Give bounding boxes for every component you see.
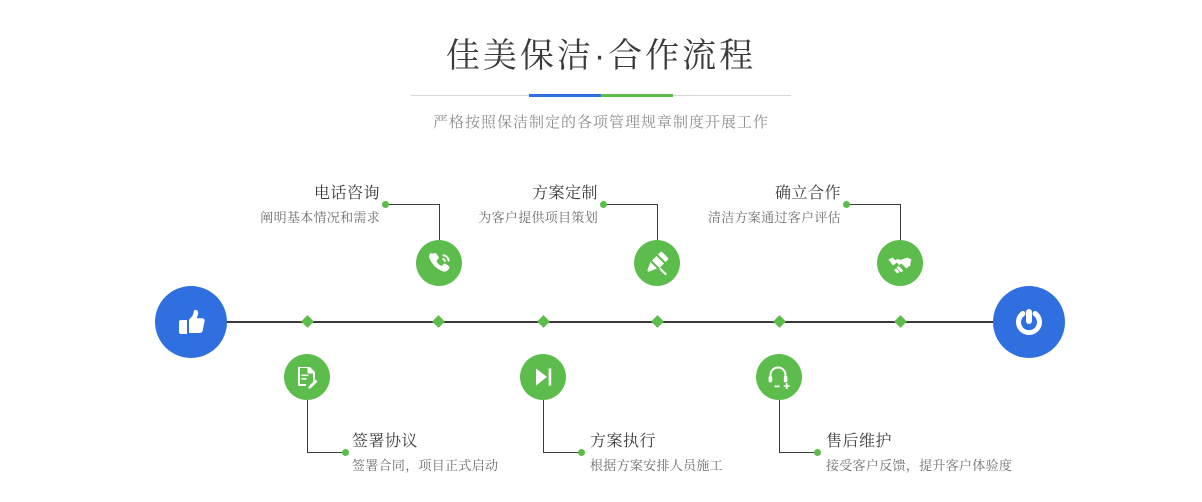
title-divider [411,94,791,97]
page-subtitle: 严格按照保洁制定的各项管理规章制度开展工作 [432,114,769,131]
axis-marker [773,315,786,328]
step-connector-6 [779,452,817,453]
step-connector-6 [779,400,780,452]
axis-marker [301,315,314,328]
step-connector-4 [543,452,581,453]
headset-support-icon [766,364,792,390]
axis-marker [537,315,550,328]
power-icon [1009,302,1049,342]
step-title-1: 电话咨询 [313,185,380,202]
step-title-4: 方案执行 [590,433,657,450]
step-connector-dot-5 [843,201,850,208]
step-node-4[interactable] [520,354,566,400]
step-connector-4 [543,400,544,452]
timeline-start [155,286,227,358]
step-connector-dot-2 [342,449,349,456]
step-node-3[interactable] [634,240,680,286]
step-desc-5: 清洁方案通过客户评估 [707,210,841,225]
step-desc-6: 接受客户反馈，提升客户体验度 [826,458,1013,473]
step-connector-dot-4 [578,449,585,456]
timeline-axis [155,321,1047,323]
step-connector-2 [307,452,345,453]
handshake-icon [887,250,913,276]
step-node-1[interactable] [416,240,462,286]
axis-marker [432,315,445,328]
divider-accent-green [601,94,673,97]
step-node-5[interactable] [877,240,923,286]
process-timeline [0,160,1202,502]
pencil-ruler-icon [644,250,670,276]
step-connector-5 [900,204,901,240]
step-label-5 [545,184,841,228]
step-node-2[interactable] [284,354,330,400]
step-title-3: 方案定制 [531,185,598,202]
axis-marker [894,315,907,328]
axis-marker [651,315,664,328]
step-title-5: 确立合作 [774,185,841,202]
divider-accent-blue [529,94,601,97]
contract-pen-icon [294,364,320,390]
step-desc-4: 根据方案安排人员施工 [590,458,724,473]
step-desc-1: 阐明基本情况和需求 [260,210,380,225]
step-desc-2: 签署合同，项目正式启动 [352,458,499,473]
timeline-end [993,286,1065,358]
play-forward-icon [530,364,556,390]
step-title-6: 售后维护 [826,433,893,450]
step-connector-dot-6 [814,449,821,456]
step-connector-2 [307,400,308,452]
step-title-2: 签署协议 [352,433,419,450]
page-title: 佳美保洁·合作流程 [445,37,757,75]
header [0,34,1202,132]
step-label-6 [826,432,1146,476]
phone-ring-icon [426,250,452,276]
thumbs-up-icon [171,302,211,342]
step-desc-3: 为客户提供项目策划 [478,210,598,225]
step-connector-5 [846,204,901,205]
step-node-6[interactable] [756,354,802,400]
